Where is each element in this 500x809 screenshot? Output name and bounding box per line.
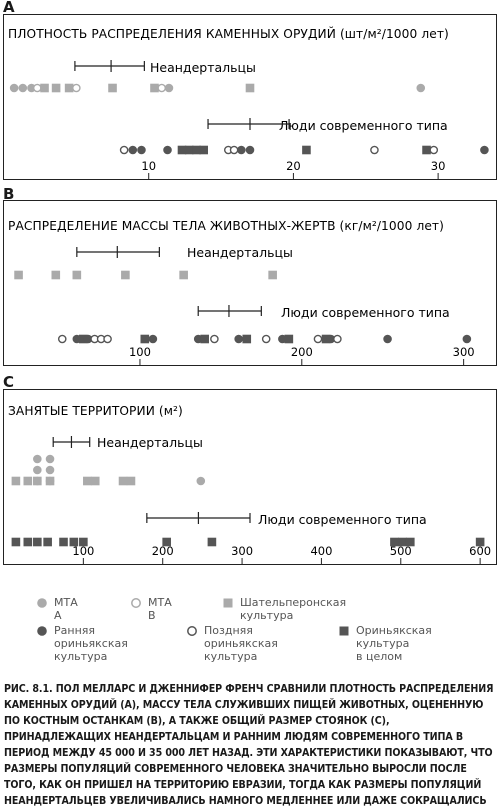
chart-a-modern-label: Люди современного типа bbox=[279, 118, 448, 133]
data-point-early-aurignacian bbox=[163, 146, 172, 155]
chart-b-neanderthal-label: Неандертальцы bbox=[187, 245, 293, 260]
data-point-late-aurignacian bbox=[230, 146, 237, 153]
legend-symbol-mta-b bbox=[130, 597, 142, 609]
data-point-mta-a bbox=[46, 455, 55, 464]
data-point-early-aurignacian bbox=[128, 146, 137, 155]
data-point-mta-a bbox=[46, 477, 55, 486]
chart-b-title: РАСПРЕДЕЛЕНИЕ МАССЫ ТЕЛА ЖИВОТНЫХ-ЖЕРТВ (кг/м²/1000 лет) bbox=[8, 219, 444, 233]
data-point-aurignacian-total bbox=[33, 538, 42, 547]
data-point-chatelperronian bbox=[52, 84, 61, 93]
data-point-chatelperronian bbox=[119, 477, 128, 486]
data-point-chatelperronian bbox=[14, 271, 23, 280]
chart-occupied-territories bbox=[0, 389, 500, 566]
data-point-chatelperronian bbox=[108, 84, 117, 93]
data-point-chatelperronian bbox=[40, 84, 49, 93]
data-point-chatelperronian bbox=[51, 271, 60, 280]
legend-symbol-chatelperronian bbox=[222, 597, 234, 609]
data-point-chatelperronian bbox=[121, 271, 130, 280]
legend bbox=[36, 596, 496, 663]
legend-symbol-early-aurignacian bbox=[36, 625, 48, 637]
data-point-early-aurignacian bbox=[234, 335, 243, 344]
chart-stone-tools-density bbox=[0, 14, 500, 181]
data-point-chatelperronian bbox=[268, 271, 277, 280]
data-point-mta-b bbox=[73, 84, 80, 91]
data-point-mta-b bbox=[34, 84, 41, 91]
data-point-late-aurignacian bbox=[211, 335, 218, 342]
data-point-mta-a bbox=[33, 466, 42, 475]
x-tick-label: 600 bbox=[469, 544, 492, 558]
legend-label-late-aurignacian: Поздняя ориньякская культура bbox=[204, 624, 278, 663]
data-point-mta-a bbox=[197, 477, 206, 486]
chart-a-title: ПЛОТНОСТЬ РАСПРЕДЕЛЕНИЯ КАМЕННЫХ ОРУДИЙ (шт/м²/1000 лет) bbox=[8, 27, 449, 41]
x-tick-label: 30 bbox=[430, 159, 446, 173]
chart-a-neanderthal-label: Неандертальцы bbox=[150, 60, 256, 75]
data-point-mta-a bbox=[416, 84, 425, 93]
data-point-mta-a bbox=[10, 84, 19, 93]
data-point-aurignacian-total bbox=[141, 335, 150, 344]
data-point-aurignacian-total bbox=[199, 146, 208, 155]
x-tick-label: 300 bbox=[231, 544, 254, 558]
panel-c-letter: C bbox=[3, 373, 15, 391]
panel-a-letter: A bbox=[3, 0, 15, 16]
x-tick-label: 20 bbox=[286, 159, 301, 173]
x-tick-label: 200 bbox=[151, 544, 174, 558]
x-tick-label: 200 bbox=[290, 345, 313, 359]
chart-c-title: ЗАНЯТЫЕ ТЕРРИТОРИИ (м²) bbox=[8, 404, 183, 418]
data-point-early-aurignacian bbox=[246, 146, 255, 155]
data-point-mta-a bbox=[33, 477, 42, 486]
x-tick-label: 100 bbox=[72, 544, 95, 558]
data-point-mta-a bbox=[165, 84, 174, 93]
data-point-chatelperronian bbox=[24, 477, 33, 486]
legend-symbol-mta-a bbox=[36, 597, 48, 609]
data-point-mta-a bbox=[19, 84, 28, 93]
data-point-mta-a bbox=[46, 466, 55, 475]
data-point-aurignacian-total bbox=[200, 335, 209, 344]
data-point-chatelperronian bbox=[73, 271, 82, 280]
data-point-early-aurignacian bbox=[383, 335, 392, 344]
legend-symbol-late-aurignacian bbox=[186, 625, 198, 637]
legend-label-chatelperronian: Шательперонская культура bbox=[240, 596, 347, 622]
data-point-mta-b bbox=[158, 84, 165, 91]
data-point-mta-a bbox=[33, 455, 42, 464]
legend-label-aurignacian-total: Ориньякская культура в целом bbox=[356, 624, 432, 663]
data-point-early-aurignacian bbox=[463, 335, 472, 344]
chart-c-neanderthal-label: Неандертальцы bbox=[97, 435, 203, 450]
data-point-aurignacian-total bbox=[242, 335, 251, 344]
data-point-chatelperronian bbox=[246, 84, 255, 93]
data-point-late-aurignacian bbox=[104, 335, 111, 342]
data-point-aurignacian-total bbox=[285, 335, 294, 344]
legend-label-mta-b: МТА В bbox=[148, 596, 172, 622]
data-point-late-aurignacian bbox=[430, 146, 437, 153]
data-point-late-aurignacian bbox=[121, 146, 128, 153]
data-point-aurignacian-total bbox=[302, 146, 311, 155]
data-point-aurignacian-total bbox=[24, 538, 33, 547]
chart-prey-body-mass bbox=[0, 200, 500, 367]
data-point-aurignacian-total bbox=[208, 538, 217, 547]
data-point-early-aurignacian bbox=[149, 335, 158, 344]
data-point-late-aurignacian bbox=[334, 335, 341, 342]
data-point-aurignacian-total bbox=[59, 538, 68, 547]
chart-c-modern-label: Люди современного типа bbox=[258, 512, 427, 527]
x-tick-label: 400 bbox=[310, 544, 333, 558]
data-point-late-aurignacian bbox=[59, 335, 66, 342]
data-point-early-aurignacian bbox=[480, 146, 489, 155]
data-point-chatelperronian bbox=[83, 477, 92, 486]
data-point-late-aurignacian bbox=[314, 335, 321, 342]
x-tick-label: 10 bbox=[141, 159, 157, 173]
data-point-aurignacian-total bbox=[43, 538, 52, 547]
x-tick-label: 300 bbox=[452, 345, 475, 359]
data-point-early-aurignacian bbox=[237, 146, 246, 155]
figure-caption: РИС. 8.1. ПОЛ МЕЛЛАРС И ДЖЕННИФЕР ФРЕНЧ СРАВНИЛИ ПЛОТНОСТЬ РАСПРЕДЕЛЕНИЯ КАМЕННЫХ ОРУДИЙ (A), МАССУ ТЕЛА СЛУЖИВШИХ ПИЩЕЙ ЖИВОТНЫХ, ОЦЕНЕННУЮ ПО КОСТНЫМ ОСТАНКАМ (B), А ТАКЖЕ ОБЩИЙ РАЗМЕР СТОЯНОК (C), ПРИНАДЛЕЖАЩИХ НЕАНДЕРТАЛЬЦАМ И РАННИМ ЛЮДЯМ СОВРЕМЕННОГО ТИПА В ПЕРИОД МЕЖДУ 45 000 И 35 000 ЛЕТ НАЗАД. ЭТИ ХАРАКТЕРИСТИКИ ПОКАЗЫВАЮТ, ЧТО РАЗМЕРЫ ПОПУЛЯЦИЙ СОВРЕМЕННОГО ЧЕЛОВЕКА ЗНАЧИТЕЛЬНО ВЫРОСЛИ ПОСЛЕ ТОГО, КАК ОН ПРИШЕЛ НА ТЕРРИТОРИЮ ЕВРАЗИИ, ТОГДА КАК РАЗМЕРЫ ПОПУЛЯЦИЙ НЕАНДЕРТАЛЬЦЕВ УВЕЛИЧИВАЛИСЬ НАМНОГО МЕДЛЕННЕЕ ИЛИ ДАЖЕ СОКРАЩАЛИСЬ bbox=[4, 683, 494, 807]
x-tick-label: 500 bbox=[389, 544, 412, 558]
legend-label-early-aurignacian: Ранняя ориньякская культура bbox=[54, 624, 128, 663]
data-point-early-aurignacian bbox=[137, 146, 146, 155]
data-point-chatelperronian bbox=[179, 271, 188, 280]
legend-symbol-aurignacian-total bbox=[338, 625, 350, 637]
legend-label-mta-a: МТА А bbox=[54, 596, 78, 622]
data-point-chatelperronian bbox=[12, 477, 21, 486]
data-point-aurignacian-total bbox=[12, 538, 21, 547]
data-point-chatelperronian bbox=[127, 477, 136, 486]
data-point-late-aurignacian bbox=[263, 335, 270, 342]
data-point-late-aurignacian bbox=[371, 146, 378, 153]
x-tick-label: 100 bbox=[128, 345, 151, 359]
chart-b-modern-label: Люди современного типа bbox=[281, 305, 450, 320]
panel-b-letter: B bbox=[3, 185, 15, 203]
data-point-chatelperronian bbox=[91, 477, 100, 486]
